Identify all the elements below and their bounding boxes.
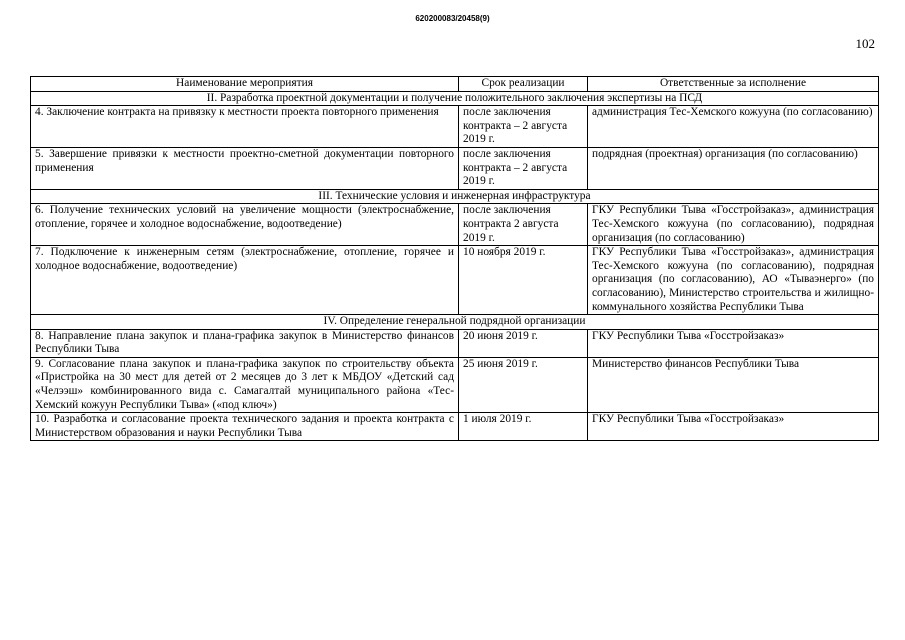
table-row [31, 204, 879, 246]
section-row [31, 189, 879, 204]
table-row [31, 246, 879, 315]
activity-cell: 5. Завершение привязки к местности проектно-сметной документации повторного применения [31, 147, 459, 189]
column-header-activity: Наименование мероприятия [31, 77, 459, 92]
table-row [31, 413, 879, 441]
section-row [31, 91, 879, 106]
deadline-cell: после заключения контракта 2 августа 2019 г. [459, 204, 588, 246]
activity-cell: 9. Согласование плана закупок и плана-графика закупок по строительству объекта «Пристройка на 30 мест для детей от 2 месяцев до 3 лет к МБДОУ «Детский сад «Челээш» комбинированного вида с. Самагалтай муниципального района «Тес-Хемский кожуун Республики Тыва» («под ключ») [31, 357, 459, 412]
section-title: IV. Определение генеральной подрядной организации [31, 315, 879, 330]
table-row [31, 106, 879, 148]
activity-cell: 7. Подключение к инженерным сетям (электроснабжение, отопление, горячее и холодное водоснабжение, водоотведение) [31, 246, 459, 315]
document-id: 620200083/20458(9) [415, 14, 490, 23]
responsible-cell: ГКУ Республики Тыва «Госстройзаказ» [588, 413, 879, 441]
deadline-cell: 1 июля 2019 г. [459, 413, 588, 441]
table-row [31, 147, 879, 189]
section-title: II. Разработка проектной документации и получение положительного заключения экспертизы на ПСД [31, 91, 879, 106]
responsible-cell: подрядная (проектная) организация (по согласованию) [588, 147, 879, 189]
activity-cell: 10. Разработка и согласование проекта технического задания и проекта контракта с Министерством образования и науки Республики Тыва [31, 413, 459, 441]
activity-cell: 6. Получение технических условий на увеличение мощности (электроснабжение, отопление, горячее и холодное водоснабжение, водоотведение) [31, 204, 459, 246]
column-header-deadline: Срок реализации [459, 77, 588, 92]
responsible-cell: ГКУ Республики Тыва «Госстройзаказ» [588, 329, 879, 357]
deadline-cell: 25 июня 2019 г. [459, 357, 588, 412]
activity-cell: 4. Заключение контракта на привязку к местности проекта повторного применения [31, 106, 459, 148]
section-title: III. Технические условия и инженерная инфраструктура [31, 189, 879, 204]
deadline-cell: после заключения контракта – 2 августа 2019 г. [459, 147, 588, 189]
table-row [31, 357, 879, 412]
table-row [31, 329, 879, 357]
section-row [31, 315, 879, 330]
responsible-cell: ГКУ Республики Тыва «Госстройзаказ», администрация Тес-Хемского кожууна (по согласованию), подрядная организация (по согласованию) [588, 204, 879, 246]
deadline-cell: после заключения контракта – 2 августа 2019 г. [459, 106, 588, 148]
page-number: 102 [855, 36, 875, 51]
table-header-row [31, 77, 879, 92]
responsible-cell: ГКУ Республики Тыва «Госстройзаказ», администрация Тес-Хемского кожууна (по согласованию), подрядная организация (по согласованию), АО «Тываэнерго» (по согласованию), Министерство строительства и жилищно-коммунального хозяйства Республики Тыва [588, 246, 879, 315]
deadline-cell: 10 ноября 2019 г. [459, 246, 588, 315]
deadline-cell: 20 июня 2019 г. [459, 329, 588, 357]
column-header-responsible: Ответственные за исполнение [588, 77, 879, 92]
responsible-cell: Министерство финансов Республики Тыва [588, 357, 879, 412]
activity-cell: 8. Направление плана закупок и плана-графика закупок в Министерство финансов Республики Тыва [31, 329, 459, 357]
responsible-cell: администрация Тес-Хемского кожууна (по согласованию) [588, 106, 879, 148]
activities-table [30, 76, 879, 441]
